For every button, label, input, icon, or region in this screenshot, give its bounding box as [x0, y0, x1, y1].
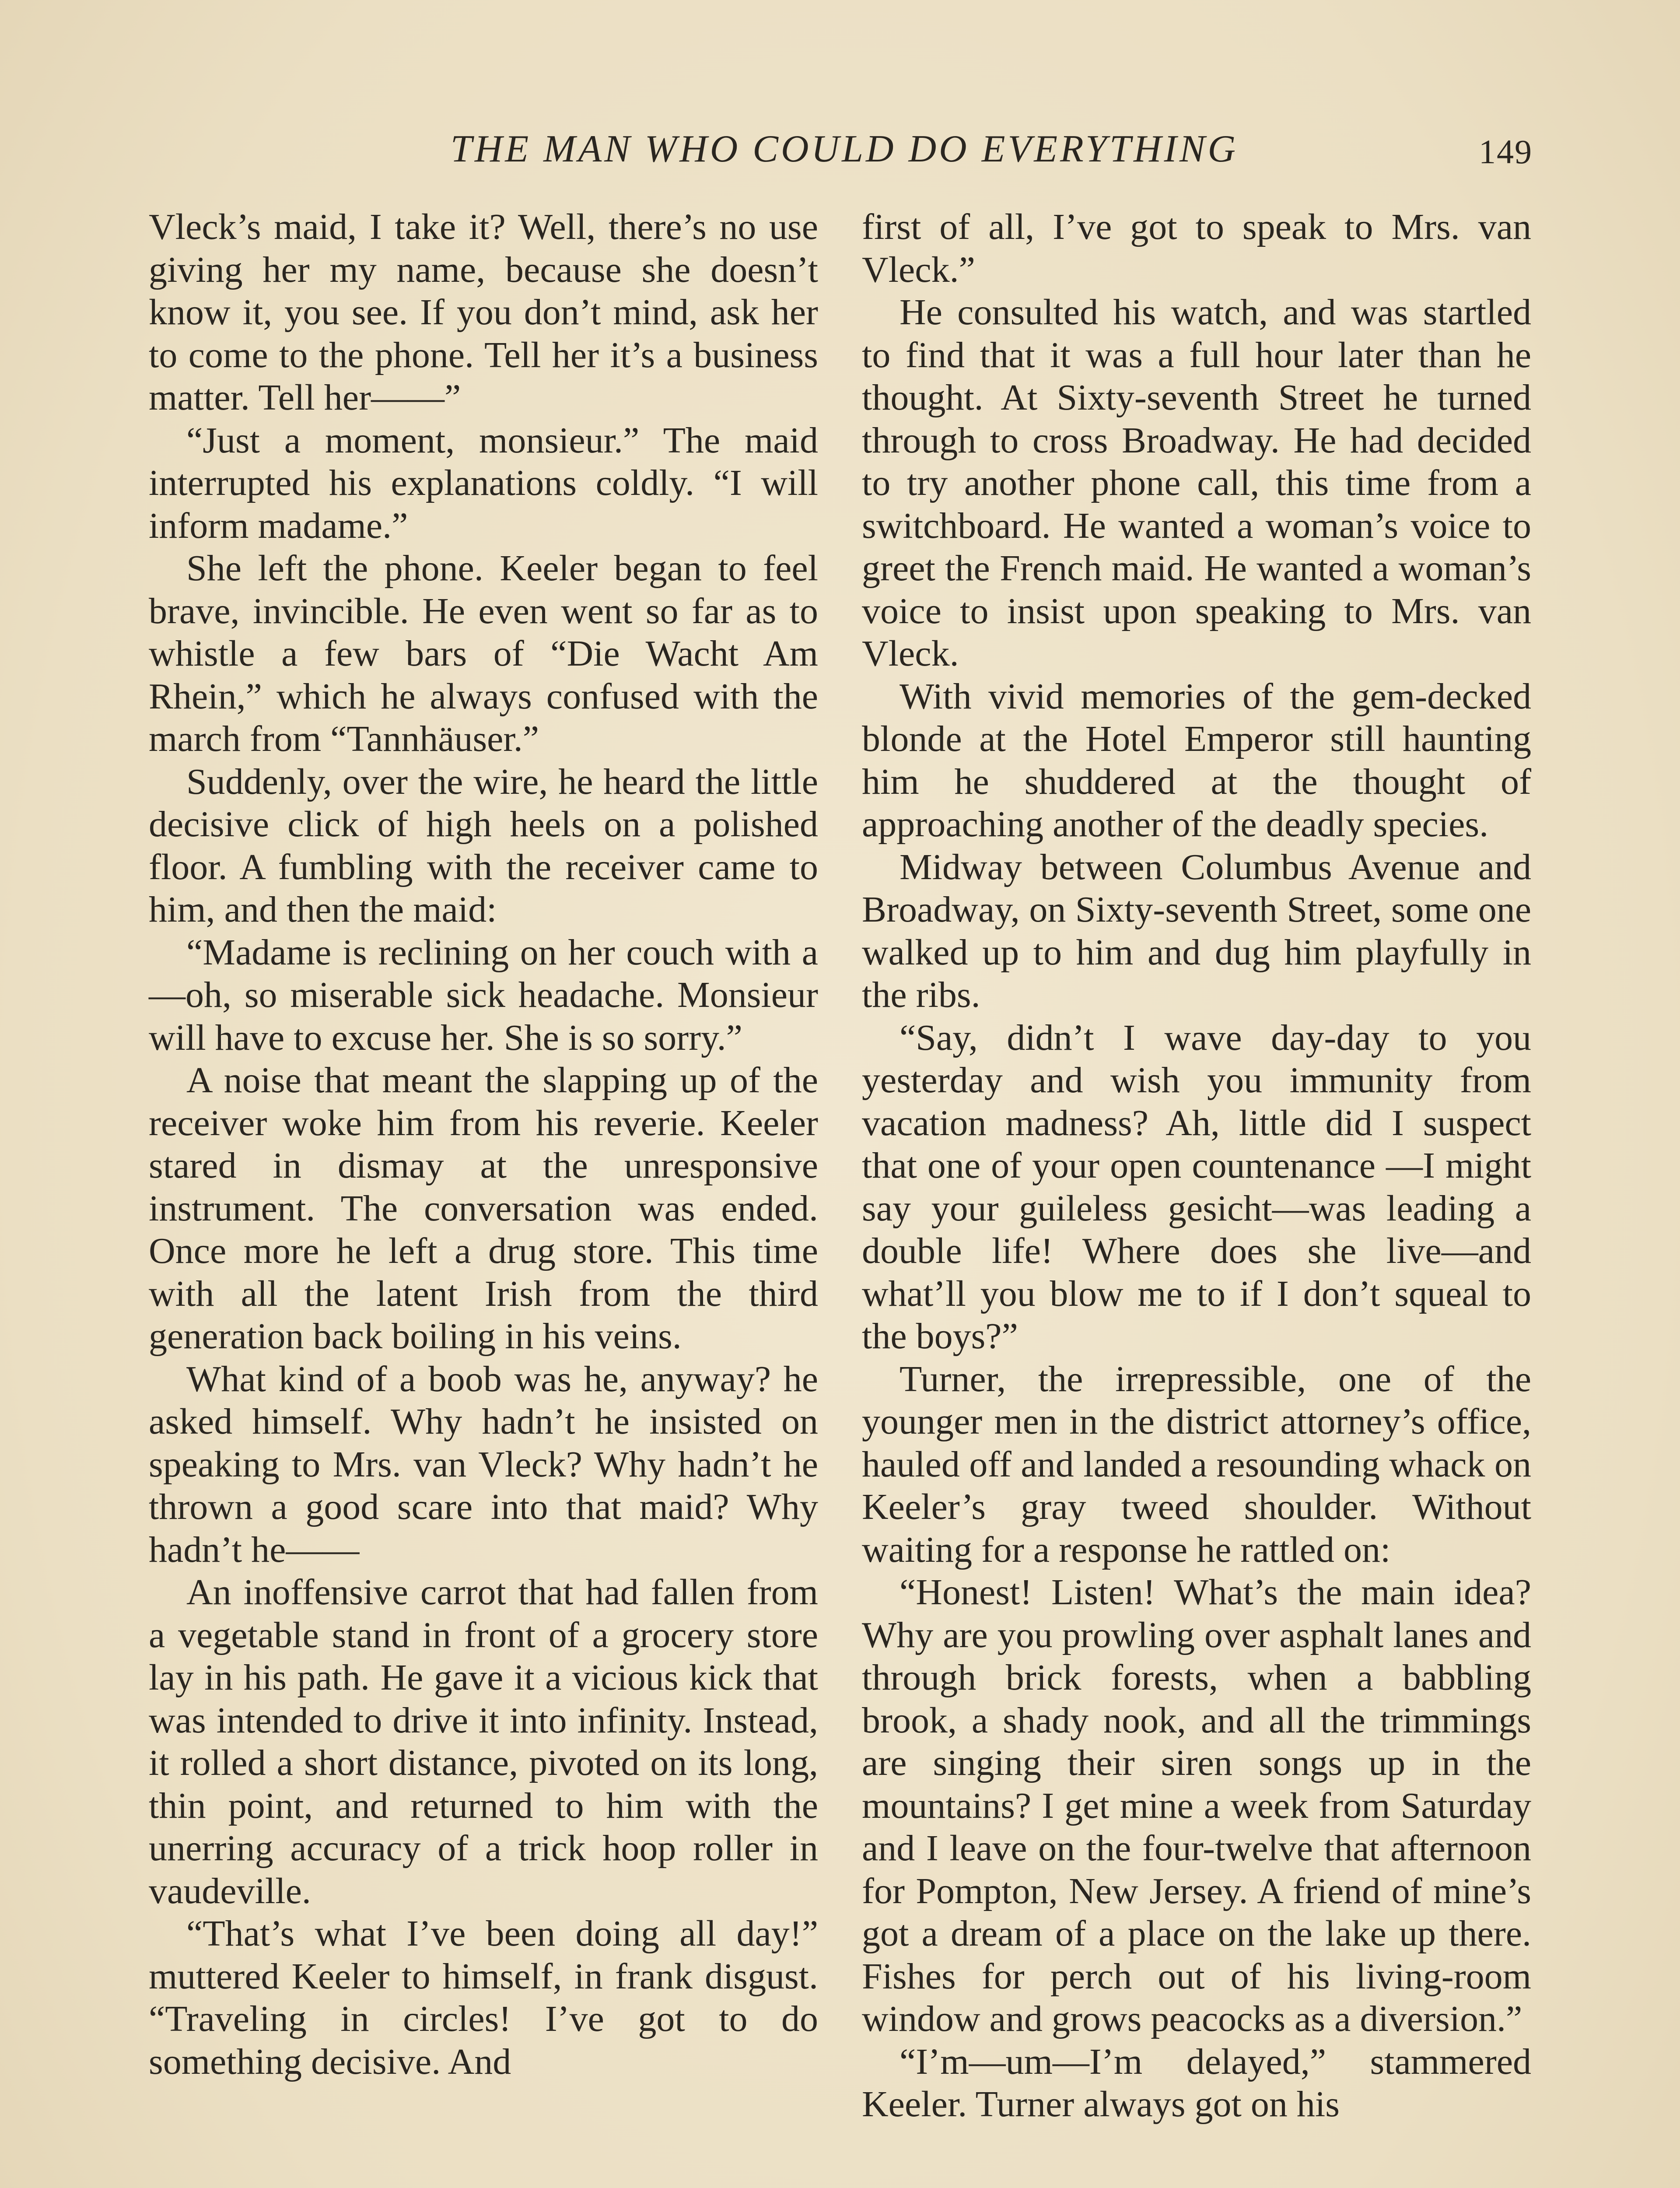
- paragraph: Suddenly, over the wire, he heard the little decisive click of high heels on a polished floor. A fumbling with the receiver came to him, and then the maid:: [149, 761, 818, 930]
- paragraph: What kind of a boob was he, anyway? he asked himself. Why hadn’t he insisted on speaking to Mrs. van Vleck? Why hadn’t he thrown a good scare into that maid? Why hadn’t he——: [149, 1358, 818, 1570]
- paragraph: A noise that meant the slapping up of the receiver woke him from his reverie. Keeler stared in dismay at the unresponsive instrument. The conversation was ended. Once more he left a drug store. This time with all the latent Irish from the third generation back boiling in his veins.: [149, 1060, 818, 1357]
- paragraph: Midway between Columbus Avenue and Broadway, on Sixty-seventh Street, some one walked up to him and dug him playfully in the ribs.: [862, 846, 1531, 1015]
- paragraph: Vleck’s maid, I take it? Well, there’s no use giving her my name, because she doesn’t know it, you see. If you don’t mind, ask her to come to the phone. Tell her it’s a business matter. Tell her——”: [149, 207, 818, 418]
- right-column: [862, 206, 1531, 2126]
- paragraph: “I’m—um—I’m delayed,” stammered Keeler. Turner always got on his: [862, 2041, 1531, 2125]
- running-title: THE MAN WHO COULD DO EVERYTHING: [450, 128, 1239, 170]
- left-column: [149, 206, 818, 2083]
- paragraph: She left the phone. Keeler began to feel brave, invincible. He even went so far as to whistle a few bars of “Die Wacht Am Rhein,” which he always confused with the march from “Tannhäuser.”: [149, 548, 818, 759]
- paragraph: He consulted his watch, and was startled to find that it was a full hour later than he thought. At Sixty-seventh Street he turned through to cross Broadway. He had decided to try another phone call, this time from a switchboard. He wanted a woman’s voice to greet the French maid. He wanted a woman’s voice to insist upon speaking to Mrs. van Vleck.: [862, 292, 1531, 674]
- paragraph: An inoffensive carrot that had fallen from a vegetable stand in front of a grocery store lay in his path. He gave it a vicious kick that was intended to drive it into infinity. Instead, it rolled a short distance, pivoted on its long, thin point, and returned to him with the unerring accuracy of a trick hoop roller in vaudeville.: [149, 1572, 818, 1911]
- page-number: 149: [1479, 133, 1533, 171]
- paragraph: Turner, the irrepressible, one of the younger men in the district attorney’s office, hauled off and landed a resounding whack on Keeler’s gray tweed shoulder. Without waiting for a response he rattled on:: [862, 1358, 1531, 1570]
- paragraph: “Say, didn’t I wave day-day to you yesterday and wish you immunity from vacation madness? Ah, little did I suspect that one of your open countenance —I might say your guileless gesicht—was leading a double life! Where does she live—and what’ll you blow me to if I don’t squeal to the boys?”: [862, 1017, 1531, 1357]
- paragraph: “Honest! Listen! What’s the main idea? Why are you prowling over asphalt lanes and through brick forests, when a babbling brook, a shady nook, and all the trimmings are singing their siren songs up in the mountains? I get mine a week from Saturday and I leave on the four-twelve that afternoon for Pompton, New Jersey. A friend of mine’s got a dream of a place on the lake up there. Fishes for perch out of his living-room window and grows peacocks as a diversion.”: [862, 1572, 1531, 2039]
- paragraph: With vivid memories of the gem-decked blonde at the Hotel Emperor still haunting him he shuddered at the thought of approaching another of the deadly species.: [862, 676, 1531, 845]
- paragraph: first of all, I’ve got to speak to Mrs. van Vleck.”: [862, 207, 1531, 290]
- paragraph: “Madame is reclining on her couch with a—oh, so miserable sick headache. Monsieur will have to excuse her. She is so sorry.”: [149, 932, 818, 1058]
- paragraph: “Just a moment, monsieur.” The maid interrupted his explanations coldly. “I will inform madame.”: [149, 420, 818, 546]
- paragraph: “That’s what I’ve been doing all day!” muttered Keeler to himself, in frank disgust. “Traveling in circles! I’ve got to do something decisive. And: [149, 1913, 818, 2082]
